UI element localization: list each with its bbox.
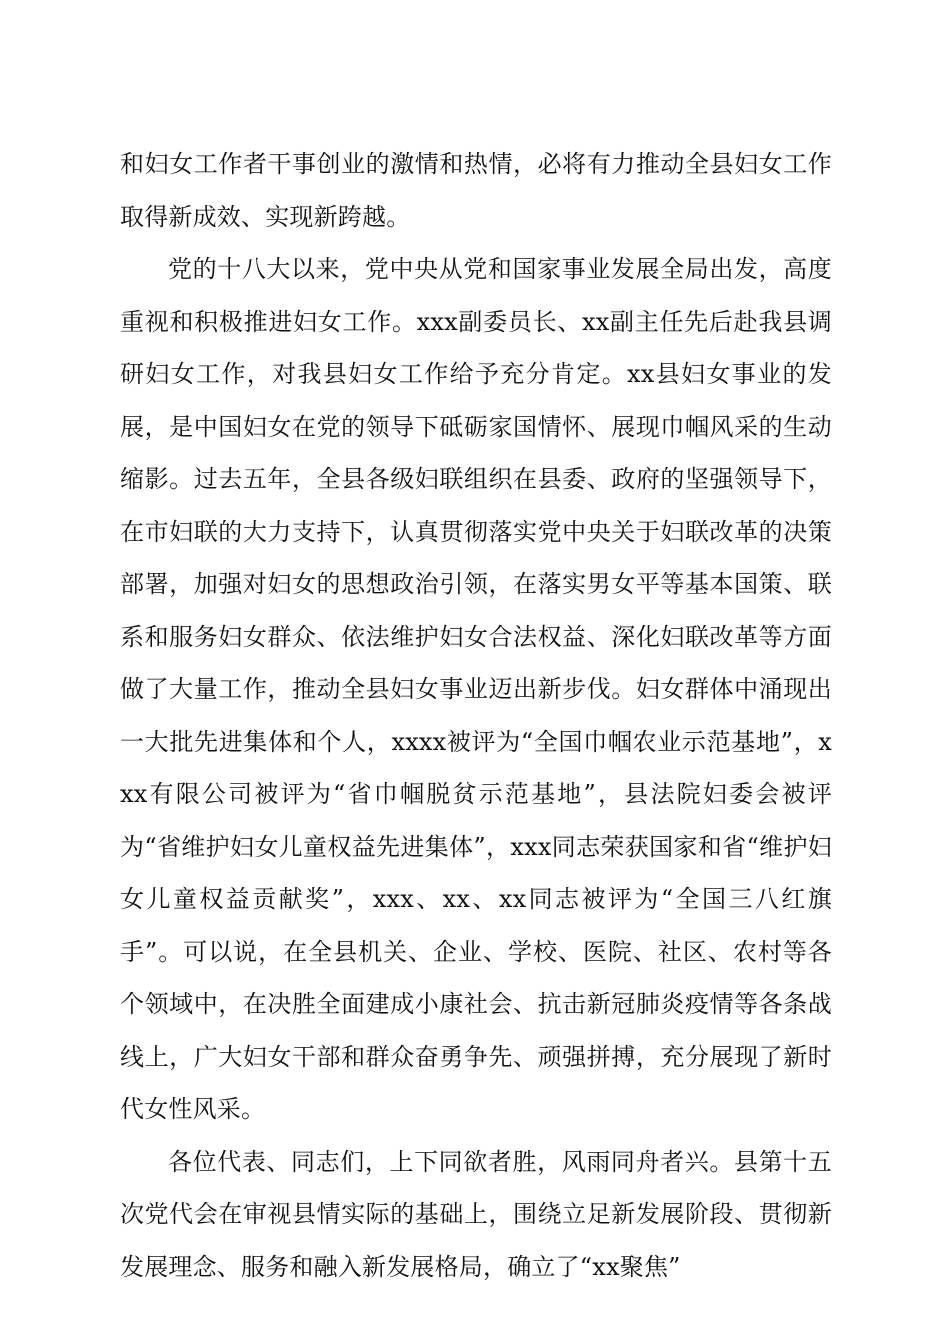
paragraph-continuation: 和妇女工作者干事创业的激情和热情，必将有力推动全县妇女工作取得新成效、实现新跨越。 bbox=[120, 150, 832, 231]
paragraph-party-congress-achievements: 党的十八大以来，党中央从党和国家事业发展全局出发，高度重视和积极推进妇女工作。xxx副委员长、xx副主任先后赴我县调研妇女工作，对我县妇女工作给予充分肯定。xx县妇女事业的发展，是中国妇女在党的领导下砥砺家国情怀、展现巾帼风采的生动缩影。过去五年，全县各级妇联组织在县委、政府的坚强领导下，在市妇联的大力支持下，认真贯彻落实党中央关于妇联改革的决策部署，加强对妇女的思想政治引领，在落实男女平等基本国策、联系和服务妇女群众、依法维护妇女合法权益、深化妇联改革等方面做了大量工作，推动全县妇女事业迈出新步伐。妇女群体中涌现出一大批先进集体和个人，xxxx被评为“全国巾帼农业示范基地”，xxx有限公司被评为“省巾帼脱贫示范基地”，县法院妇委会被评为“省维护妇女儿童权益先进集体”，xxx同志荣获国家和省“维护妇女儿童权益贡献奖”，xxx、xx、xx同志被评为“全国三八红旗手”。可以说，在全县机关、企业、学校、医院、社区、农村等各个领域中，在决胜全面建成小康社会、抗击新冠肺炎疫情等各条战线上，广大妇女干部和群众奋勇争先、顽强拼搏，充分展现了新时代女性风采。 bbox=[120, 255, 832, 1123]
document-body bbox=[120, 138, 832, 1293]
paragraph-delegates-address: 各位代表、同志们，上下同欲者胜，风雨同舟者兴。县第十五次党代会在审视县情实际的基础上，围绕立足新发展阶段、贯彻新发展理念、服务和融入新发展格局，确立了“xx聚焦” bbox=[120, 1147, 832, 1281]
